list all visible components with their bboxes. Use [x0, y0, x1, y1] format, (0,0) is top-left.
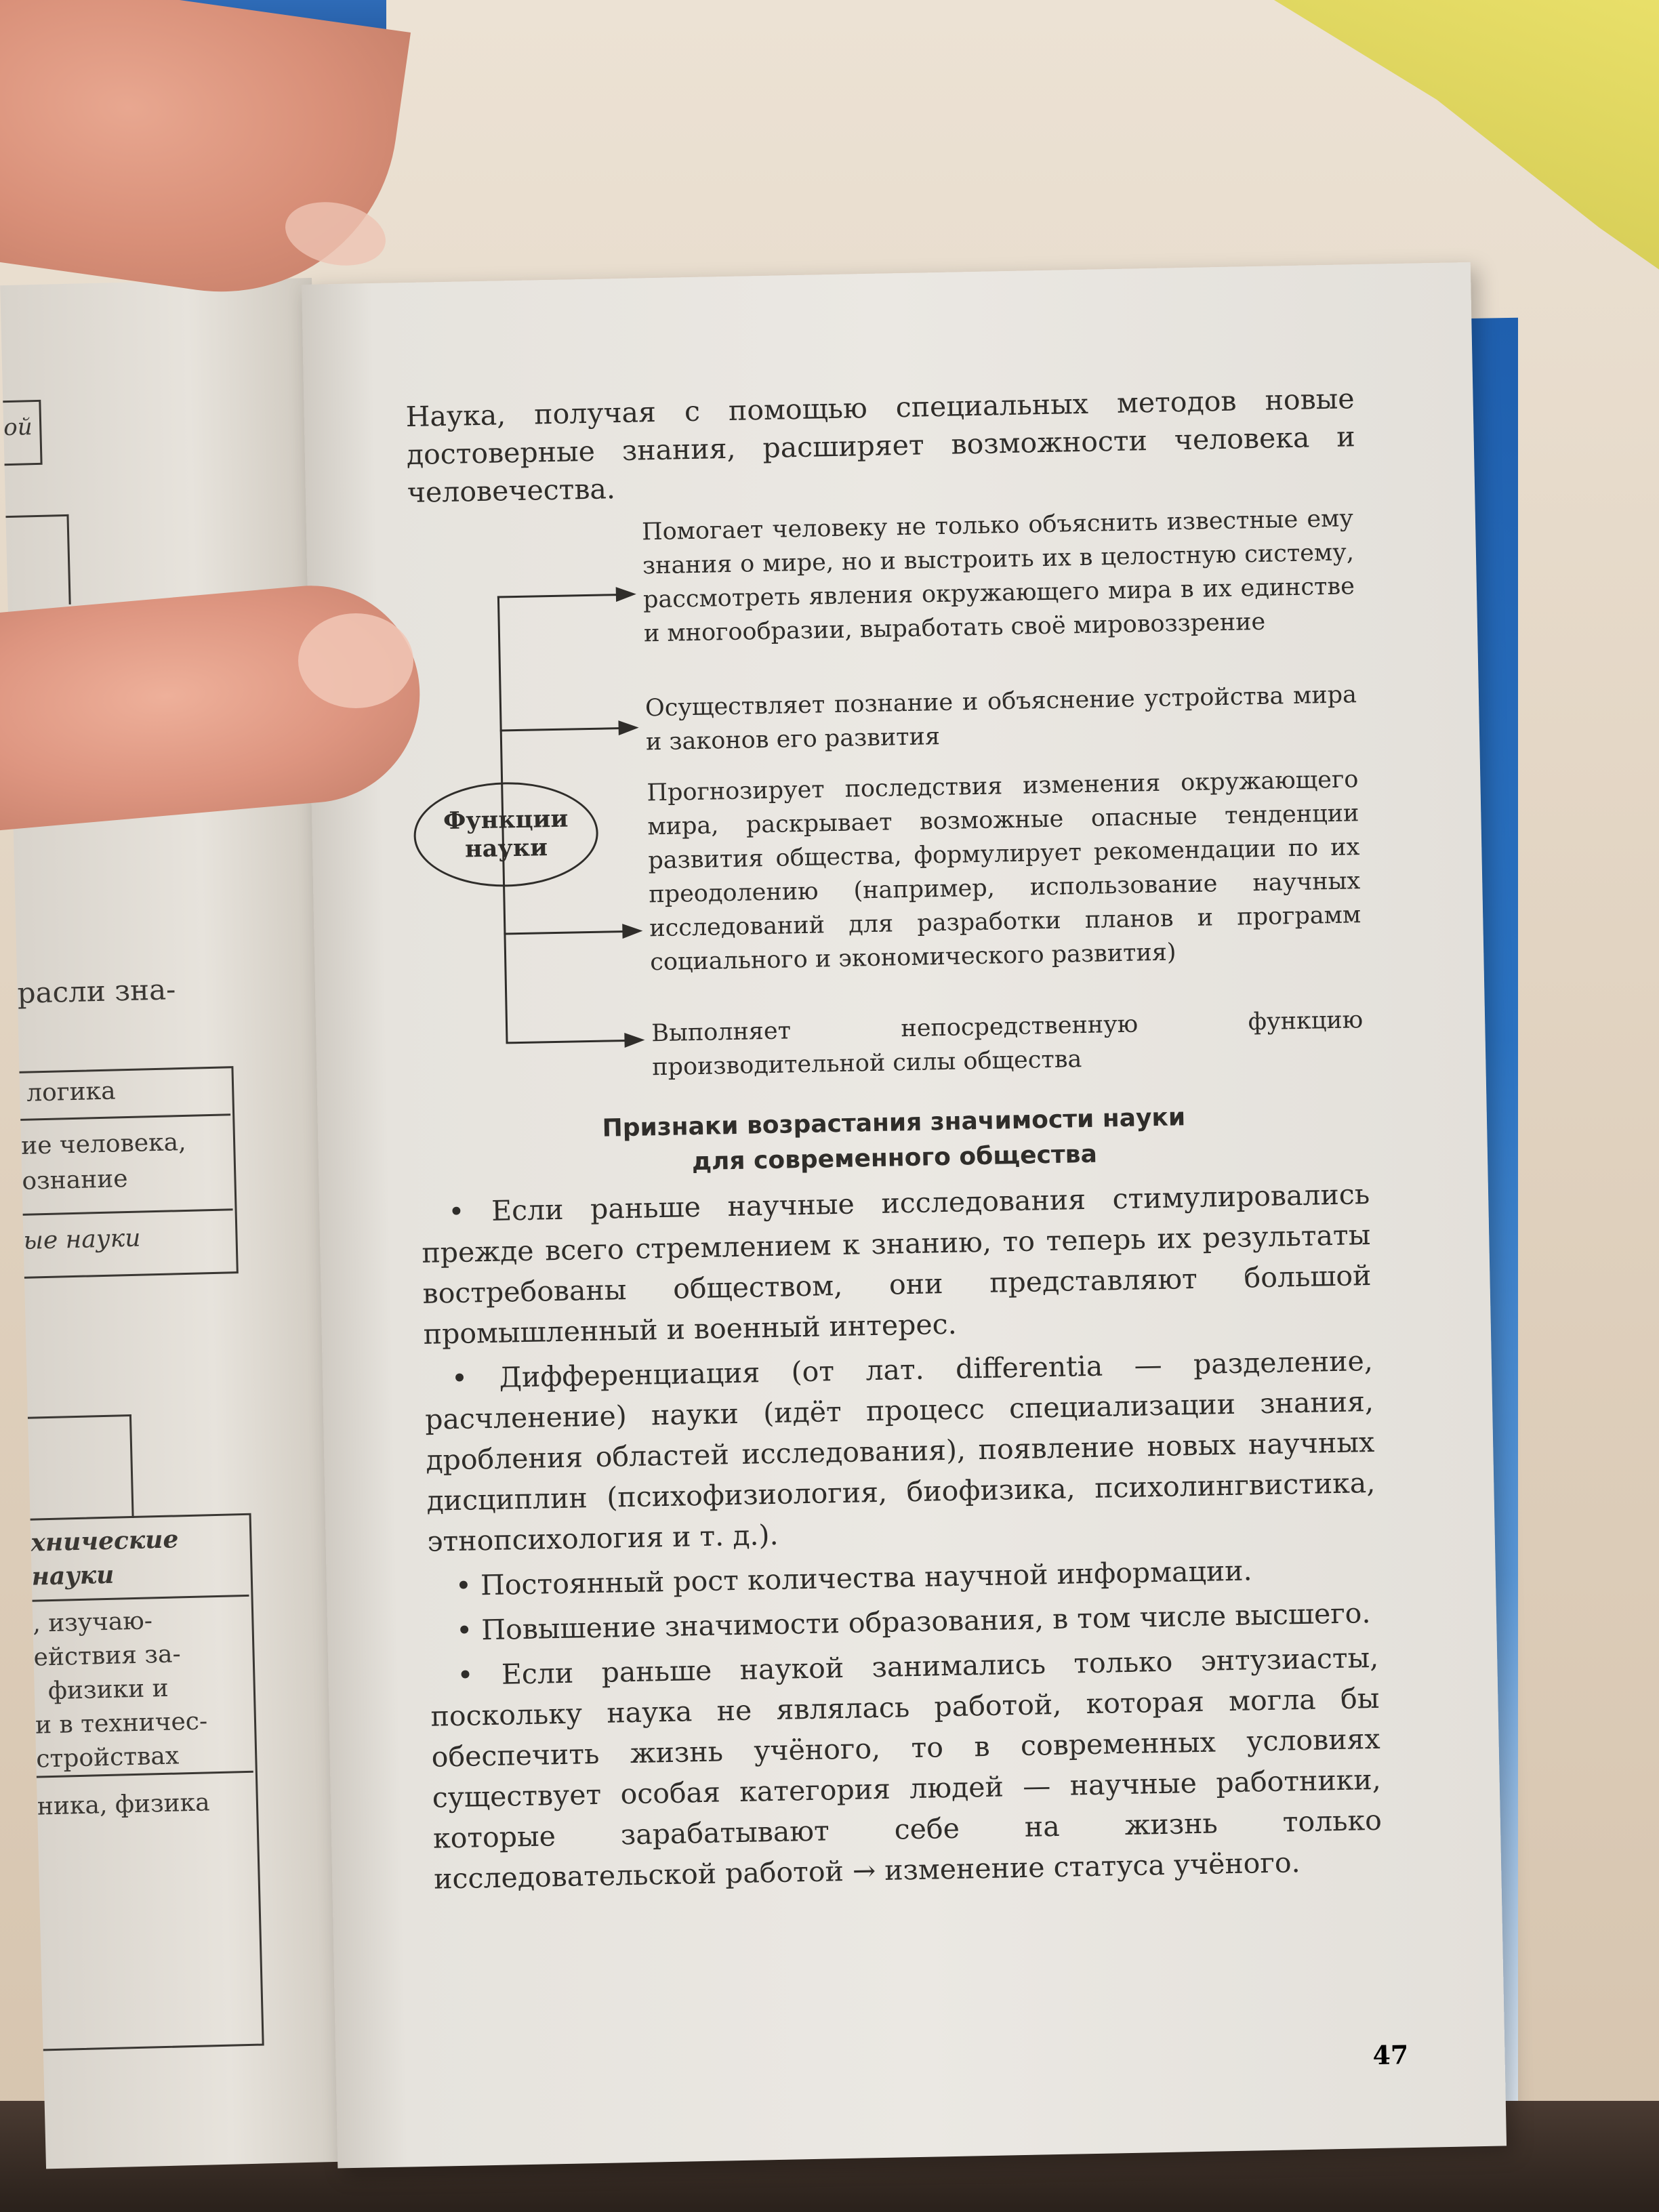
finger-nail — [298, 613, 413, 708]
left-fragment: ознание — [21, 1165, 128, 1195]
section-heading — [419, 1097, 1370, 1185]
right-page — [302, 262, 1507, 2169]
left-table-2 — [17, 1513, 264, 2051]
page-number: 47 — [1372, 2039, 1409, 2071]
left-fragment: расли зна- — [17, 972, 176, 1010]
oval-label-line-1: Функции — [443, 804, 569, 836]
scheme-line — [14, 1414, 134, 1521]
left-fragment: физики и — [47, 1674, 169, 1706]
functions-oval — [413, 781, 599, 888]
lead-paragraph: Наука, получая с помощью специальных методов новые достоверные знания, расширяет возможности человека и человечества. — [405, 382, 1356, 510]
arrow-right-icon — [622, 924, 642, 939]
scheme-line — [0, 514, 71, 607]
function-item: Прогнозирует последствия изменения окружающего мира, раскрывает возможные опасные тенденции развития общества, формулирует рекомендации по их преодолению (например, использование научных исследований для разработки планов и программ социального и экономического развития) — [647, 766, 1361, 977]
left-fragment: ой — [3, 413, 33, 442]
left-fragment: логика — [26, 1077, 117, 1107]
bullet-item: • Дифференциация (от лат. differentia — разделение, расчленение) науки (идёт процесс специализации знания, дробления областей исследования), появление новых научных дисциплин (психофизиология, биофизика, психолингвистика, этнопсихология и т. д.). — [424, 1344, 1376, 1558]
left-fragment: и в техничес- — [35, 1707, 208, 1740]
connector-line — [500, 727, 622, 731]
connector-line — [506, 1040, 628, 1044]
arrow-right-icon — [624, 1032, 644, 1048]
left-fragment: ые науки — [23, 1224, 141, 1255]
section-heading-line-1: Признаки возрастания значимости науки — [602, 1103, 1186, 1143]
section-heading-line-2: для современного общества — [691, 1140, 1098, 1176]
arrow-right-icon — [618, 720, 638, 736]
bullet-item: • Повышение значимости образования, в том числе высшего. — [455, 1597, 1371, 1647]
left-fragment: , изучаю- — [32, 1607, 153, 1638]
function-item: Выполняет непосредственную функцию производительной силы общества — [651, 1006, 1364, 1082]
left-fragment: стройствах — [35, 1742, 180, 1774]
connector-line — [497, 594, 619, 598]
connector-line — [504, 930, 626, 935]
left-fragment: ника, физика — [37, 1788, 211, 1821]
left-fragment: ие человека, — [20, 1128, 186, 1160]
function-item: Помогает человеку не только объяснить известные ему знания о мире, но и выстроить их в целостную систему, рассмотреть явления окружающего мира в их единстве и многообразии, выработать своё мировоззрение — [641, 505, 1355, 648]
arrow-right-icon — [616, 587, 636, 602]
left-fragment: ействия за- — [33, 1640, 182, 1672]
bullet-item: • Если раньше наукой занимались только энтузиасты, поскольку наука не являлась работой, которая могла бы обеспечить жизнь учёного, то в современных условиях существует особая категория людей — научные работники, которые зарабатывают себе на жизнь только исследовательской работой → изменение статуса учёного. — [430, 1641, 1382, 1896]
bullet-item: • Если раньше научные исследования стимулировались прежде всего стремлением к знанию, то теперь их результаты востребованы обществом, они представляют большой промышленный и военный интерес. — [422, 1177, 1372, 1351]
page-content — [405, 380, 1382, 1903]
function-item: Осуществляет познание и объяснение устройства мира и законов его развития — [644, 681, 1357, 756]
left-page — [0, 278, 358, 2169]
left-fragment: хнические — [30, 1525, 179, 1557]
bullet-item: • Постоянный рост количества научной информации. — [455, 1554, 1252, 1602]
functions-diagram — [408, 501, 1368, 1103]
oval-label-line-2: науки — [464, 834, 548, 863]
left-fragment: науки — [31, 1560, 115, 1591]
